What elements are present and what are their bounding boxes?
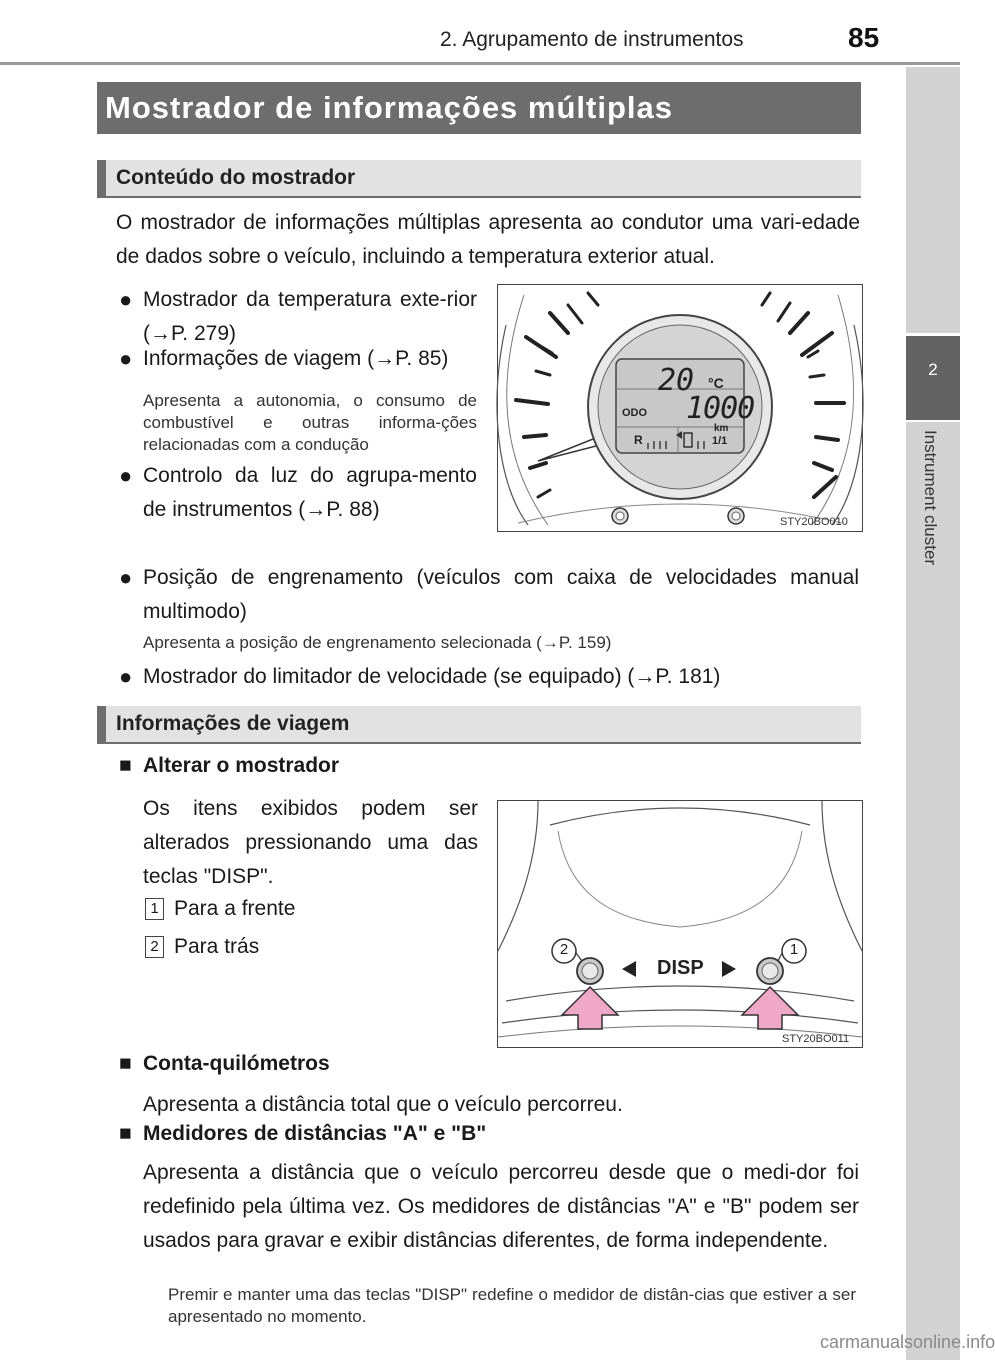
figure-code: STY20BO010 bbox=[780, 516, 848, 528]
display-reverse-label: R bbox=[634, 433, 643, 447]
section-heading-display-content: Conteúdo do mostrador bbox=[97, 160, 861, 198]
header-rule bbox=[0, 62, 960, 65]
pink-arrow-right-icon bbox=[742, 987, 798, 1029]
bullet-cluster-light: ● Controlo da luz do agrupa-mento de instrumentos (→P. 88) bbox=[119, 459, 477, 561]
square-bullet-icon: ■ bbox=[119, 754, 132, 777]
figure-instrument-cluster bbox=[497, 284, 863, 532]
callout-number: 1 bbox=[145, 898, 164, 920]
note-trip-info: Apresenta a autonomia, o consumo de combustível e outras informa-ções relacionadas com a condução bbox=[143, 391, 477, 454]
pink-arrow-left-icon bbox=[562, 987, 618, 1029]
display-temperature: 20 bbox=[658, 363, 695, 398]
display-temp-unit: °C bbox=[708, 375, 724, 391]
display-odo-label: ODO bbox=[622, 407, 648, 419]
callout-left: 2 bbox=[559, 941, 569, 958]
disp-illustration bbox=[498, 801, 862, 1047]
bullet-speed-limiter: ● Mostrador do limitador de velocidade (se equipado) (→P. 181) bbox=[119, 660, 859, 694]
trip-meters-note: Premir e manter uma das teclas "DISP" redefine o medidor de distân-cias que estiver a ser apresentado no momento. bbox=[168, 1285, 856, 1326]
trip-meters-text: Apresenta a distância que o veículo percorreu desde que o medi-dor foi redefinido pela última vez. Os medidores de distâncias "A" e "B" podem ser usados para gravar e exibir distâncias diferentes, de forma independente. bbox=[143, 1161, 859, 1252]
display-odo-value: 1000 bbox=[686, 391, 755, 426]
bullet-icon: ● bbox=[119, 463, 133, 488]
intro-paragraph: O mostrador de informações múltiplas apresenta ao condutor uma vari-edade de dados sobre o veículo, incluindo a temperatura exterior atual. bbox=[116, 211, 860, 268]
callout-number: 2 bbox=[145, 936, 164, 958]
subheading-change-display: ■ Alterar o mostrador bbox=[119, 754, 340, 777]
side-tab-label: Instrument cluster bbox=[921, 430, 940, 566]
section-heading-trip-info: Informações de viagem bbox=[97, 706, 861, 744]
figure-code: STY20BO011 bbox=[782, 1033, 850, 1045]
page-title: Mostrador de informações múltiplas bbox=[97, 82, 861, 134]
subheading-trip-meters: ■ Medidores de distâncias "A" e "B" bbox=[119, 1122, 487, 1145]
disp-label: DISP bbox=[657, 957, 704, 979]
display-fraction-label: 1/1 bbox=[712, 435, 728, 447]
list-item-forward: 1 Para a frente bbox=[145, 892, 295, 926]
chapter-title: 2. Agrupamento de instrumentos bbox=[440, 28, 744, 51]
bullet-trip-info: ● Informações de viagem (→P. 85) bbox=[119, 342, 479, 376]
bullet-icon: ● bbox=[119, 565, 133, 590]
cluster-illustration bbox=[498, 285, 862, 531]
odometer-text: Apresenta a distância total que o veículo percorreu. bbox=[143, 1093, 623, 1116]
subheading-odometer: ■ Conta-quilómetros bbox=[119, 1052, 330, 1075]
change-display-text: Os itens exibidos podem ser alterados pressionando uma das teclas "DISP". bbox=[143, 797, 478, 888]
bullet-icon: ● bbox=[119, 287, 133, 312]
bullet-icon: ● bbox=[119, 664, 133, 689]
square-bullet-icon: ■ bbox=[119, 1122, 132, 1145]
bullet-gear-position: ● Posição de engrenamento (veículos com caixa de velocidades manual multimodo) bbox=[119, 561, 859, 631]
side-tab-strip bbox=[906, 67, 960, 333]
footer-watermark-url[interactable]: carmanualsonline.info bbox=[820, 1332, 995, 1352]
bullet-icon: ● bbox=[119, 346, 133, 371]
callout-right: 1 bbox=[789, 941, 799, 958]
side-tab-number: 2 bbox=[928, 360, 938, 379]
bullet-outside-temp: ● Mostrador da temperatura exte-rior (→P. 279) bbox=[119, 283, 477, 353]
page-number: 85 bbox=[848, 22, 880, 53]
list-item-back: 2 Para trás bbox=[145, 930, 259, 964]
display-km-label: km bbox=[714, 423, 729, 434]
note-gear-position: Apresenta a posição de engrenamento selecionada (→P. 159) bbox=[143, 633, 612, 652]
triangle-left-icon bbox=[622, 961, 636, 977]
triangle-right-icon bbox=[722, 961, 736, 977]
square-bullet-icon: ■ bbox=[119, 1052, 132, 1075]
figure-disp-buttons bbox=[497, 800, 863, 1048]
